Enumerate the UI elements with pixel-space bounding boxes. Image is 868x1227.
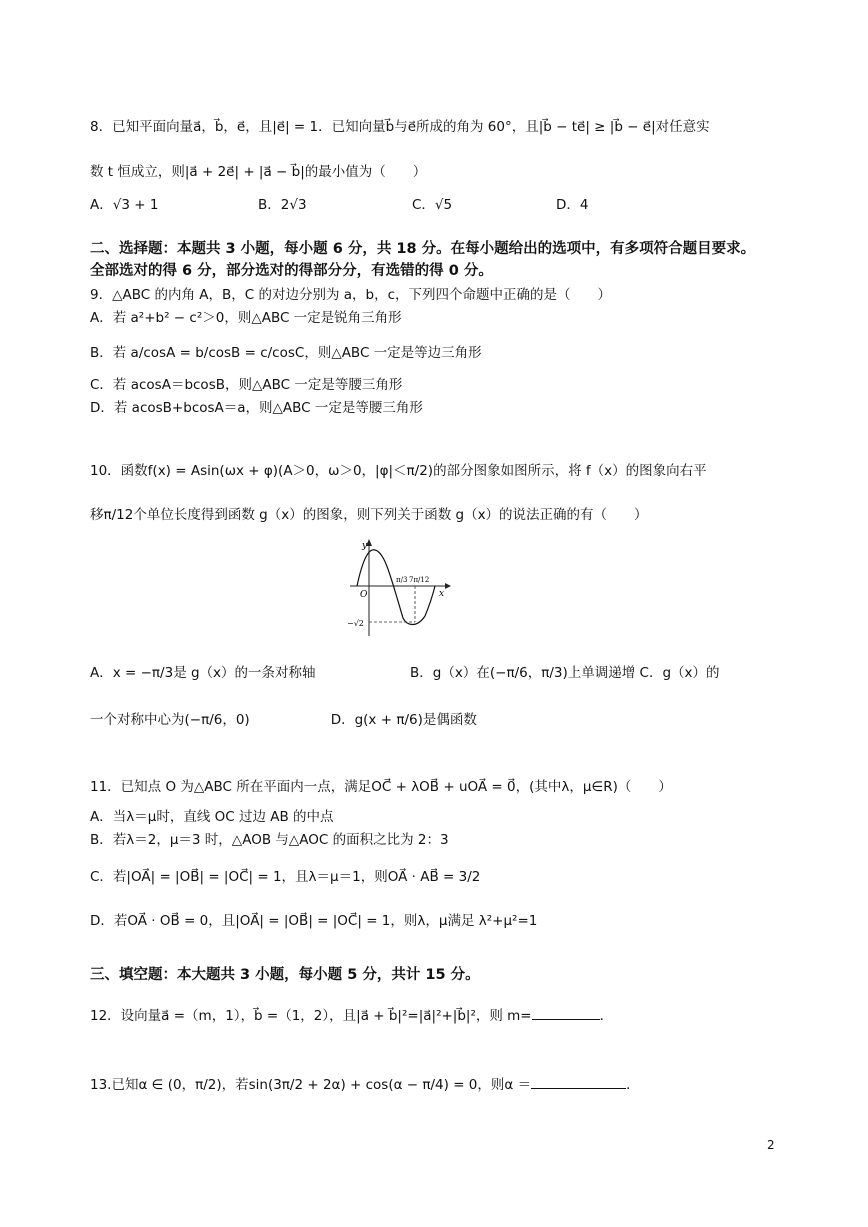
y-axis-label: y xyxy=(362,541,368,551)
q8-line1: 8．已知平面向量a⃗，b⃗，e⃗，且|e⃗| = 1．已知向量b⃗与e⃗所成的角为 60°，且|b⃗ − te⃗| ≥ |b⃗ − e⃗|对任意实 xyxy=(90,119,710,135)
q10-line2: 移π/12个单位长度得到函数 g（x）的图象，则下列关于函数 g（x）的说法正确的有（ ） xyxy=(90,507,648,523)
page-number: 2 xyxy=(767,1138,775,1152)
q13-end: ． xyxy=(626,1077,640,1093)
section3-heading: 三、填空题：本大题共 3 小题，每小题 5 分，共计 15 分。 xyxy=(90,967,480,983)
section2-line1: 二、选择题：本题共 3 小题，每小题 6 分，共 18 分。在每小题给出的选项中，有多项符合题目要求。 xyxy=(90,241,756,257)
q12 xyxy=(90,1005,613,1025)
q9-option-b: B．若 a/cosA = b/cosB = c/cosC，则△ABC 一定是等边三角形 xyxy=(90,345,482,361)
q9-option-c: C．若 acosA＝bcosB，则△ABC 一定是等腰三角形 xyxy=(90,377,403,393)
tick-7pi-over-12: 7π/12 xyxy=(409,576,430,584)
x-axis-label: x xyxy=(439,589,445,599)
q11-option-c: C．若|OA⃗| = |OB⃗| = |OC⃗| = 1，且λ＝μ＝1，则OA⃗ · AB⃗ = 3/2 xyxy=(90,869,481,885)
q12-end: ． xyxy=(599,1008,614,1024)
q10-options-cd: 一个对称中心为(−π/6，0) D．g(x + π/6)是偶函数 xyxy=(90,712,477,728)
q10-sine-graph xyxy=(345,538,455,638)
q11-option-b: B．若λ＝2，μ＝3 时，△AOB 与△AOC 的面积之比为 2：3 xyxy=(90,832,449,848)
q9-stem: 9．△ABC 的内角 A，B，C 的对边分别为 a，b，c，下列四个命题中正确的是（ ） xyxy=(90,287,612,303)
q8-option-d: D．4 xyxy=(556,197,589,213)
q13-text: 13.已知α ∈ (0，π/2)，若sin(3π/2 + 2α) + cos(α − π/4) = 0，则α ＝ xyxy=(90,1077,532,1093)
q10-options-ab: A．x = −π/3是 g（x）的一条对称轴 B．g（x）在(−π/6，π/3)上单调递增 C．g（x）的 xyxy=(90,665,720,681)
ymin-label: −√2 xyxy=(347,619,364,628)
section2-line2: 全部选对的得 6 分，部分选对的得部分分，有选错的得 0 分。 xyxy=(90,263,493,279)
x-axis-arrow xyxy=(445,583,451,589)
tick-pi-over-3: π/3 xyxy=(396,576,408,584)
q11-stem: 11．已知点 O 为△ABC 所在平面内一点，满足OC⃗ + λOB⃗ + uOA⃗ = 0⃗，(其中λ，μ∈R)（ ） xyxy=(90,779,672,795)
q12-text: 12．设向量a⃗ =（m，1），b⃗ =（1，2），且|a⃗ + b⃗|²=|a⃗|²+|b⃗|²，则 m= xyxy=(90,1008,532,1024)
q10-line1: 10．函数f(x) = Asin(ωx + φ)(A＞0，ω＞0，|φ|＜π/2)的部分图象如图所示，将 f（x）的图象向右平 xyxy=(90,463,707,479)
q9-option-d: D．若 acosB+bcosA＝a，则△ABC 一定是等腰三角形 xyxy=(90,400,423,416)
q12-answer-blank[interactable] xyxy=(532,1005,600,1020)
origin-label: O xyxy=(360,590,368,600)
q8-option-b: B．2√3 xyxy=(258,197,307,213)
q11-option-a: A．当λ＝μ时，直线 OC 过边 AB 的中点 xyxy=(90,809,334,825)
q11-option-d: D．若OA⃗ · OB⃗ = 0，且|OA⃗| = |OB⃗| = |OC⃗| = 1，则λ，μ满足 λ²+μ²=1 xyxy=(90,913,538,929)
q9-option-a: A．若 a²+b² − c²＞0，则△ABC 一定是锐角三角形 xyxy=(90,310,402,326)
q13 xyxy=(90,1074,640,1094)
q8-line2: 数 t 恒成立，则|a⃗ + 2e⃗| + |a⃗ − b⃗|的最小值为（ ） xyxy=(90,164,427,180)
q8-option-c: C．√5 xyxy=(412,197,453,213)
q13-answer-blank[interactable] xyxy=(531,1074,626,1089)
q8-option-a: A．√3 + 1 xyxy=(90,197,159,213)
